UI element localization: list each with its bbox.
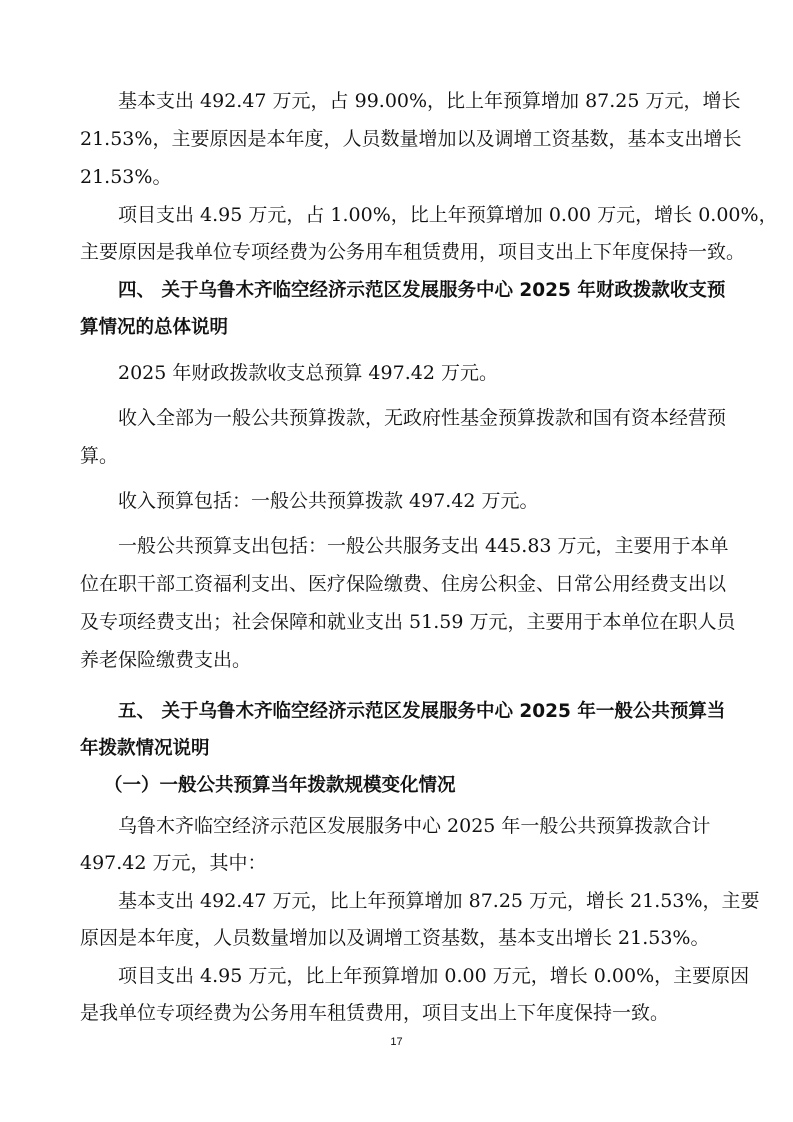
para-project-expense-line-1: 项目支出 4.95 万元，占 1.00%，比上年预算增加 0.00 万元，增长 0.00%， — [118, 204, 778, 226]
para-project-expense-2-line-1: 项目支出 4.95 万元，比上年预算增加 0.00 万元，增长 0.00%，主要原因 — [118, 965, 750, 987]
para-total-appropriation-line-1: 乌鲁木齐临空经济示范区发展服务中心 2025 年一般公共预算拨款合计 — [118, 815, 711, 837]
section-five-heading-line-1: 五、 关于乌鲁木齐临空经济示范区发展服务中心 2025 年一般公共预算当 — [118, 701, 726, 722]
para-basic-expense-2-line-2: 原因是本年度，人员数量增加以及调增工资基数，基本支出增长 21.53%。 — [80, 927, 710, 949]
para-income-all-line-2: 算。 — [80, 445, 119, 467]
para-total-appropriation-line-2: 497.42 万元，其中： — [80, 852, 267, 874]
section-four-heading-line-1: 四、 关于乌鲁木齐临空经济示范区发展服务中心 2025 年财政拨款收支预 — [118, 280, 726, 301]
para-project-expense-2-line-2: 是我单位专项经费为公务用车租赁费用，项目支出上下年度保持一致。 — [80, 1002, 670, 1024]
page-number: 17 — [390, 1036, 403, 1048]
para-income-all-line-1: 收入全部为一般公共预算拨款，无政府性基金预算拨款和国有资本经营预 — [118, 407, 727, 429]
para-expenditure-line-4: 养老保险缴费支出。 — [80, 649, 252, 671]
para-basic-expense-line-1: 基本支出 492.47 万元，占 99.00%，比上年预算增加 87.25 万元，增长 — [118, 90, 741, 112]
para-expenditure-line-3: 及专项经费支出；社会保障和就业支出 51.59 万元，主要用于本单位在职人员 — [80, 611, 736, 633]
para-total-budget: 2025 年财政拨款收支总预算 497.42 万元。 — [118, 362, 498, 384]
para-income-budget: 收入预算包括：一般公共预算拨款 497.42 万元。 — [118, 490, 539, 512]
para-basic-expense-line-2: 21.53%，主要原因是本年度，人员数量增加以及调增工资基数，基本支出增长 — [80, 128, 742, 150]
para-basic-expense-line-3: 21.53%。 — [80, 166, 172, 188]
section-four-heading-line-2: 算情况的总体说明 — [80, 317, 229, 338]
para-expenditure-line-2: 位在职干部工资福利支出、医疗保险缴费、住房公积金、日常公用经费支出以 — [80, 573, 727, 595]
para-project-expense-line-2: 主要原因是我单位专项经费为公务用车租赁费用，项目支出上下年度保持一致。 — [80, 241, 746, 263]
subsection-one-heading: （一）一般公共预算当年拨款规模变化情况 — [104, 775, 456, 796]
para-expenditure-line-1: 一般公共预算支出包括：一般公共服务支出 445.83 万元，主要用于本单 — [118, 535, 729, 557]
para-basic-expense-2-line-1: 基本支出 492.47 万元，比上年预算增加 87.25 万元，增长 21.53%，主要 — [118, 890, 760, 912]
section-five-heading-line-2: 年拨款情况说明 — [80, 738, 210, 759]
